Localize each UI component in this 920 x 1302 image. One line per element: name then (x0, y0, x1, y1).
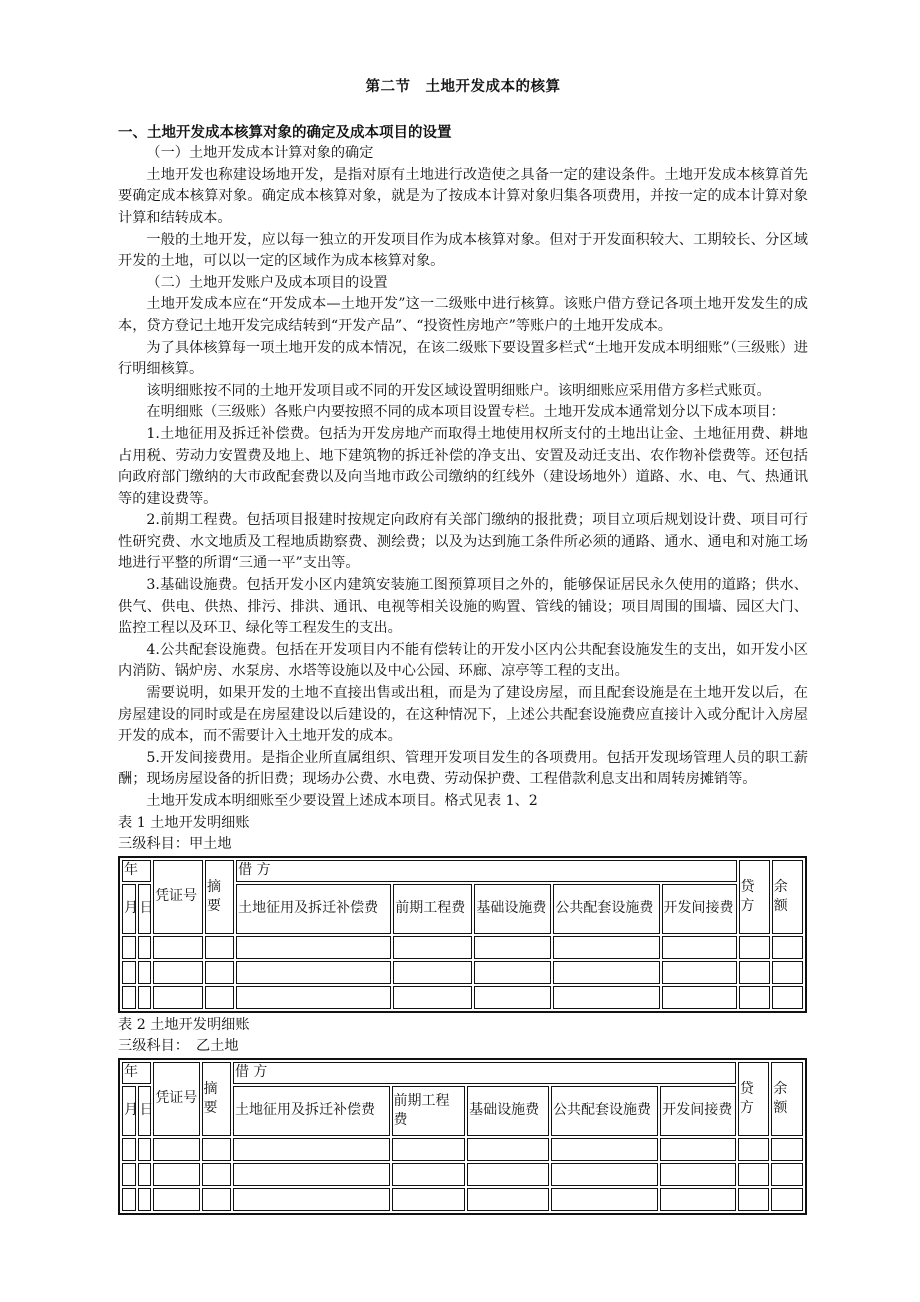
cost-item-3: 3.基础设施费。包括开发小区内建筑安装施工图预算项目之外的，能够保证居民永久使用的道路；供水、供气、供电、供热、排污、排洪、通讯、电视等相关设施的购置、管线的铺设；项目周围的围墙、园区大门、监控工程以及环卫、绿化等工程发生的支出。 (118, 577, 808, 637)
table-row (122, 986, 803, 1009)
ledger-table-1 (118, 856, 807, 1013)
table-row (122, 1163, 803, 1186)
paragraph-4: 为了具体核算每一项土地开发的成本情况，在该二级账下要设置多栏式“土地开发成本明细账”（三级账）进行明细核算。 (118, 339, 808, 378)
document-page (118, 76, 808, 1217)
ledger-table-2 (118, 1058, 807, 1215)
table1-caption: 表 1 土地开发明细账 (118, 814, 250, 831)
col-public-facilities-header: 公共配套设施费 (551, 1086, 658, 1136)
table-row (122, 1188, 803, 1211)
col-land-acquisition-header: 土地征用及拆迁补偿费 (233, 1086, 390, 1136)
col-summary-header: 摘要 (202, 1062, 231, 1136)
col-month-header: 月 (122, 1086, 136, 1136)
table2-subject: 三级科目： 乙土地 (118, 1038, 239, 1055)
paragraph-3: 土地开发成本应在“开发成本—土地开发”这一二级账中进行核算。该账户借方登记各项土地开发发生的成本，贷方登记土地开发完成结转到“开发产品”、“投资性房地产”等账户的土地开发成本。 (118, 296, 808, 334)
col-voucher-header: 凭证号 (153, 1062, 199, 1136)
col-day-header: 日 (138, 1086, 152, 1136)
col-infrastructure-header: 基础设施费 (474, 884, 551, 934)
col-indirect-cost-header: 开发间接费 (660, 1086, 736, 1136)
subheading-2: （二）土地开发账户及成本项目的设置 (146, 274, 388, 291)
paragraph-1: 土地开发也称建设场地开发，是指对原有土地进行改造使之具备一定的建设条件。土地开发成本核算首先要确定成本核算对象。确定成本核算对象，就是为了按成本计算对象归集各项费用，并按一定的成本计算对象计算和结转成本。 (118, 166, 808, 226)
section-title: 第二节 土地开发成本的核算 (365, 78, 561, 95)
col-day-header: 日 (138, 884, 152, 934)
col-summary-header: 摘要 (205, 860, 234, 934)
col-indirect-cost-header: 开发间接费 (662, 884, 737, 934)
table-row (122, 1138, 803, 1161)
col-land-acquisition-header: 土地征用及拆迁补偿费 (236, 884, 391, 934)
table-row (122, 961, 803, 984)
table2-caption: 表 2 土地开发明细账 (118, 1016, 250, 1033)
col-debit-header: 借 方 (233, 1062, 736, 1084)
table1-subject: 三级科目：甲土地 (118, 836, 232, 853)
col-voucher-header: 凭证号 (153, 860, 203, 934)
table-intro: 土地开发成本明细账至少要设置上述成本项目。格式见表 1、2 (146, 793, 538, 809)
cost-item-2: 2.前期工程费。包括项目报建时按规定向政府有关部门缴纳的报批费；项目立项后规划设计费、项目可行性研究费、水文地质及工程地质勘察费、测绘费；以及为达到施工条件所必须的通路、通水、通电和对施工场地进行平整的所谓“三通一平”支出等。 (118, 512, 808, 572)
table-row (122, 936, 803, 959)
col-balance-header: 余额 (771, 1062, 803, 1136)
col-preliminary-header: 前期工程费 (393, 884, 472, 934)
subheading-1: （一）土地开发成本计算对象的确定 (146, 145, 374, 162)
col-debit-header: 借 方 (236, 860, 736, 882)
col-credit-header: 贷方 (739, 860, 770, 934)
paragraph-6: 在明细账（三级账）各账户内要按照不同的成本项目设置专栏。土地开发成本通常划分以下成本项目： (146, 404, 785, 421)
paragraph-2: 一般的土地开发，应以每一独立的开发项目作为成本核算对象。但对于开发面积较大、工期较长、分区域开发的土地，可以以一定的区域作为成本核算对象。 (118, 231, 808, 270)
col-year-header: 年 (122, 860, 151, 882)
cost-item-1: 1.土地征用及拆迁补偿费。包括为开发房地产而取得土地使用权所支付的土地出让金、土地征用费、耕地占用税、劳动力安置费及地上、地下建筑物的拆迁补偿的净支出、安置及动迁支出、农作物补偿费等。还包括向政府部门缴纳的大市政配套费以及向当地市政公司缴纳的红线外（建设场地外）道路、水、电、气、热通讯等的建设费等。 (118, 425, 808, 507)
col-public-facilities-header: 公共配套设施费 (553, 884, 659, 934)
col-preliminary-header: 前期工程费 (392, 1086, 466, 1136)
cost-item-5: 5.开发间接费用。是指企业所直属组织、管理开发项目发生的各项费用。包括开发现场管理人员的职工薪酬；现场房屋设备的折旧费；现场办公费、水电费、劳动保护费、工程借款利息支出和周转房摊销等。 (118, 749, 808, 788)
col-month-header: 月 (122, 884, 136, 934)
col-year-header: 年 (122, 1062, 151, 1084)
col-balance-header: 余额 (772, 860, 803, 934)
heading-1: 一、土地开发成本核算对象的确定及成本项目的设置 (118, 123, 452, 141)
col-infrastructure-header: 基础设施费 (467, 1086, 549, 1136)
paragraph-5: 该明细账按不同的土地开发项目或不同的开发区域设置明细账户。该明细账应采用借方多栏式账页。 (146, 382, 771, 399)
col-credit-header: 贷方 (738, 1062, 770, 1136)
cost-item-4: 4.公共配套设施费。包括在开发项目内不能有偿转让的开发小区内公共配套设施发生的支出，如开发小区内消防、锅炉房、水泵房、水塔等设施以及中心公园、环廊、凉亭等工程的支出。 (118, 641, 808, 680)
note-paragraph: 需要说明，如果开发的土地不直接出售或出租，而是为了建设房屋，而且配套设施是在土地开发以后，在房屋建设的同时或是在房屋建设以后建设的，在这种情况下，上述公共配套设施费应直接计入或分配计入房屋开发的成本，而不需要计入土地开发的成本。 (118, 685, 808, 745)
